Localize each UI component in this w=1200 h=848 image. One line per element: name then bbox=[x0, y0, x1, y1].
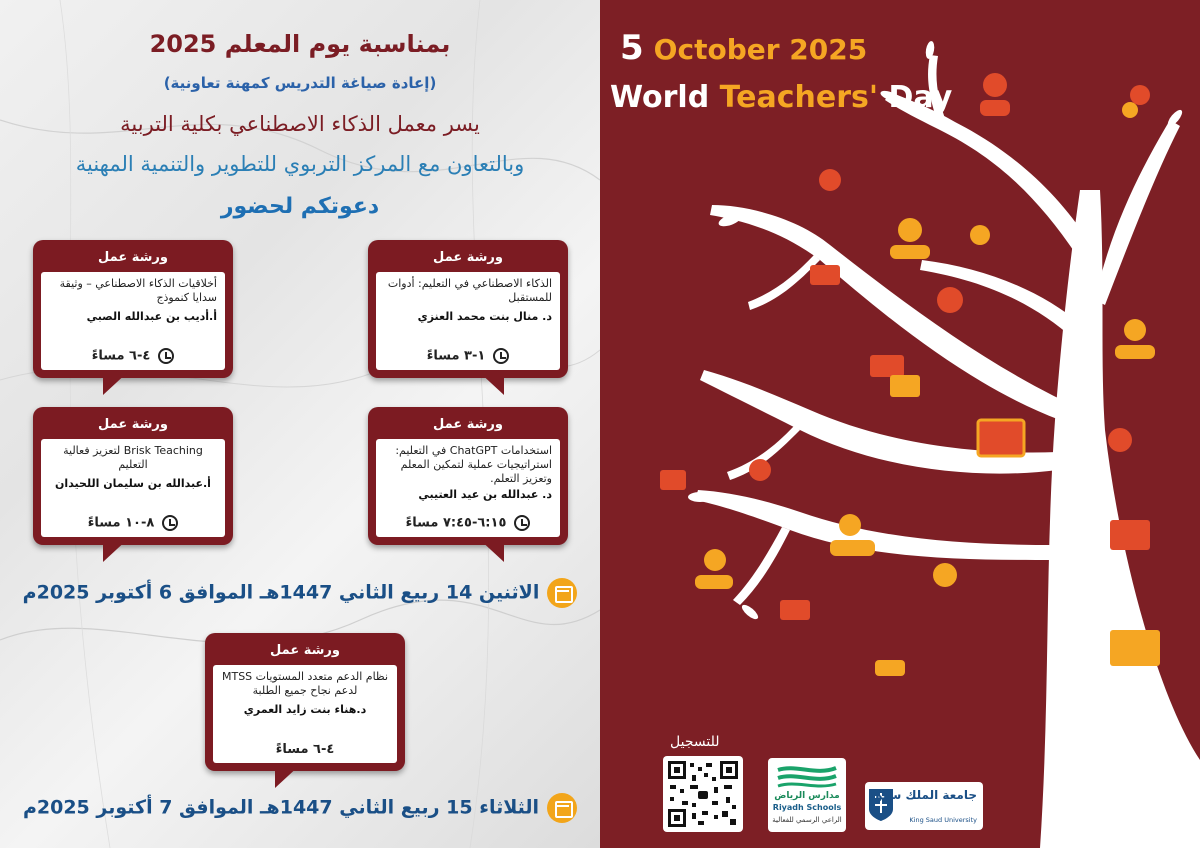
partner-line: وبالتعاون مع المركز التربوي للتطوير والتنمية المهنية bbox=[75, 152, 525, 176]
workshop-header: ورشة عمل bbox=[433, 417, 503, 432]
invite-line: دعوتكم لحضور bbox=[220, 194, 380, 219]
workshop-card bbox=[33, 240, 233, 395]
workshop-card bbox=[205, 633, 405, 788]
workshop-topic: نظام الدعم متعدد المستويات MTSS لدعم نجاح جميع الطلبة bbox=[221, 670, 389, 697]
workshop-card bbox=[368, 240, 568, 395]
right-panel bbox=[600, 0, 1200, 848]
workshop-speaker: د.هناء بنت زايد العمري bbox=[243, 703, 367, 716]
clock-icon bbox=[158, 348, 174, 364]
date-number: 5 bbox=[620, 28, 644, 68]
workshop-speaker: د. عبدالله بن عيد العتيبي bbox=[418, 488, 552, 501]
workshop-time: ٦:١٥-٧:٤٥ مساءً bbox=[405, 515, 507, 531]
riyadh-schools-logo: مدارس الرياض Riyadh Schools الراعي الرسمي للفعالية bbox=[768, 758, 846, 832]
clock-icon bbox=[493, 348, 509, 364]
workshop-speaker: د. منال بنت محمد العنزي bbox=[417, 310, 552, 323]
register-label: للتسجيل bbox=[670, 734, 720, 750]
workshop-card bbox=[33, 407, 233, 562]
date-text: October 2025 bbox=[653, 33, 868, 66]
riyadh-schools-wave-icon bbox=[776, 764, 838, 790]
page-title: بمناسبة يوم المعلم 2025 bbox=[149, 30, 451, 58]
workshop-speaker: أ.أديب بن عبدالله الصبي bbox=[86, 310, 217, 323]
workshop-header: ورشة عمل bbox=[433, 250, 503, 265]
clock-icon bbox=[162, 515, 178, 531]
registration-qr-code[interactable] bbox=[663, 756, 743, 832]
date-row-2 bbox=[0, 793, 600, 823]
qr-icon bbox=[668, 761, 738, 827]
workshop-topic: الذكاء الاصطناعي في التعليم: أدوات للمستقبل bbox=[387, 277, 552, 304]
date-text: الثلاثاء 15 ربيع الثاني 1447هـ الموافق 7 أكتوبر 2025م bbox=[22, 796, 540, 819]
calendar-icon bbox=[547, 578, 577, 608]
workshop-header: ورشة عمل bbox=[98, 250, 168, 265]
workshop-header: ورشة عمل bbox=[270, 643, 340, 658]
host-line: يسر معمل الذكاء الاصطناعي بكلية التربية bbox=[120, 112, 480, 136]
workshop-speaker: أ.عبدالله بن سليمان اللحيدان bbox=[55, 477, 211, 490]
event-title: World Teachers' Day bbox=[610, 80, 953, 115]
workshop-card bbox=[368, 407, 568, 562]
event-date bbox=[620, 28, 867, 68]
workshop-topic: استخدامات ChatGPT في التعليم: استراتيجيات عملية لتمكين المعلم وتعزيز التعلم. bbox=[395, 444, 552, 485]
workshop-time: ١-٣ مساءً bbox=[426, 348, 486, 364]
workshop-header: ورشة عمل bbox=[98, 417, 168, 432]
workshop-topic: أخلاقيات الذكاء الاصطناعي – وثيقة سدايا كنموذج bbox=[59, 277, 217, 304]
workshop-time: ٤-٦ مساءً bbox=[275, 742, 335, 757]
tree-illustration bbox=[600, 0, 1200, 848]
date-text: الاثنين 14 ربيع الثاني 1447هـ الموافق 6 أكتوبر 2025م bbox=[22, 581, 540, 604]
subtitle: (إعادة صياغة التدريس كمهنة تعاونية) bbox=[163, 74, 437, 92]
clock-icon bbox=[514, 515, 530, 531]
workshop-time: ٨-١٠ مساءً bbox=[87, 515, 155, 531]
calendar-icon bbox=[547, 793, 577, 823]
date-row-1 bbox=[0, 578, 600, 608]
king-saud-university-logo: جامعة الملك سعود King Saud University bbox=[865, 782, 983, 830]
workshop-topic: Brisk Teaching لتعزيز فعالية التعليم bbox=[63, 444, 203, 471]
workshop-time: ٤-٦ مساءً bbox=[91, 348, 151, 364]
